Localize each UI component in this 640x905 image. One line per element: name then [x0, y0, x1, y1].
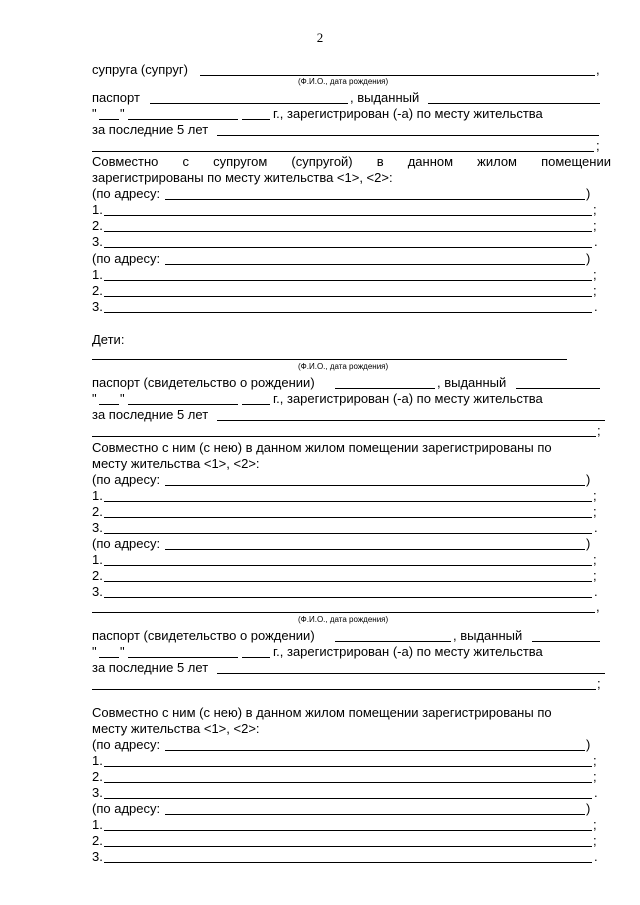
item-2-num: 2. [92, 568, 103, 583]
child2-passport-label: паспорт (свидетельство о рождении) [92, 628, 315, 643]
semicolon: ; [593, 817, 597, 832]
date-year-line[interactable] [242, 657, 270, 658]
address-line[interactable] [165, 485, 585, 486]
last5-label: за последние 5 лет [92, 122, 209, 137]
child-together-line1: Совместно с ним (с нею) в данном жилом помещении зарегистрированы по [92, 440, 552, 455]
item-2-line[interactable] [104, 296, 592, 297]
issued-line[interactable] [428, 103, 600, 104]
date-quote-open: " [92, 391, 97, 406]
child2-passport-line[interactable] [335, 641, 451, 642]
semicolon: ; [597, 423, 601, 438]
item-2-line[interactable] [104, 846, 592, 847]
date-month-line[interactable] [128, 404, 238, 405]
item-2-line[interactable] [104, 581, 592, 582]
item-3-line[interactable] [104, 862, 592, 863]
period: . [594, 785, 598, 800]
item-3-num: 3. [92, 234, 103, 249]
item-3-line[interactable] [104, 597, 592, 598]
date-month-line[interactable] [128, 119, 238, 120]
address-line[interactable] [165, 264, 585, 265]
last5-label: за последние 5 лет [92, 407, 209, 422]
issued-label: , выданный [453, 628, 523, 643]
semicolon: ; [593, 833, 597, 848]
child-together-line2: месту жительства <1>, <2>: [92, 456, 260, 471]
date-quote-open: " [92, 644, 97, 659]
registered-text: г., зарегистрирован (-а) по месту жительства [273, 106, 543, 121]
passport-line[interactable] [150, 103, 348, 104]
child1-issued-line[interactable] [516, 388, 600, 389]
child1-passport-label: паспорт (свидетельство о рождении) [92, 375, 315, 390]
period: . [594, 520, 598, 535]
address-line[interactable] [165, 814, 585, 815]
item-1-num: 1. [92, 488, 103, 503]
comma: , [596, 599, 600, 614]
address-close: ) [586, 801, 591, 816]
item-1-num: 1. [92, 817, 103, 832]
last5-line[interactable] [217, 420, 605, 421]
address-close: ) [586, 737, 591, 752]
date-year-line[interactable] [242, 119, 270, 120]
date-quote-open: " [92, 106, 97, 121]
item-2-line[interactable] [104, 517, 592, 518]
item-2-num: 2. [92, 218, 103, 233]
item-1-num: 1. [92, 267, 103, 282]
period: . [594, 234, 598, 249]
page-number: 2 [316, 30, 324, 45]
passport-label: паспорт [92, 90, 140, 105]
child-together-line2: месту жительства <1>, <2>: [92, 721, 260, 736]
date-day-line[interactable] [99, 404, 119, 405]
item-1-line[interactable] [104, 280, 592, 281]
item-3-num: 3. [92, 520, 103, 535]
semicolon: ; [593, 769, 597, 784]
date-month-line[interactable] [128, 657, 238, 658]
period: . [594, 299, 598, 314]
item-2-num: 2. [92, 504, 103, 519]
semicolon: ; [593, 753, 597, 768]
item-1-num: 1. [92, 753, 103, 768]
address-open: (по адресу: [92, 472, 161, 487]
date-quote-close: " [120, 391, 125, 406]
registered-text: г., зарегистрирован (-а) по месту жительства [273, 391, 543, 406]
name-caption: (Ф.И.О., дата рождения) [298, 615, 389, 624]
item-3-num: 3. [92, 584, 103, 599]
issued-label: , выданный [350, 90, 420, 105]
period: . [594, 584, 598, 599]
item-1-line[interactable] [104, 215, 592, 216]
last5-line-2[interactable] [92, 151, 594, 152]
address-open: (по адресу: [92, 801, 161, 816]
date-quote-close: " [120, 644, 125, 659]
item-3-num: 3. [92, 785, 103, 800]
item-2-num: 2. [92, 833, 103, 848]
period: . [594, 849, 598, 864]
spouse-together-line2: зарегистрированы по месту жительства <1>, <2>: [92, 170, 393, 185]
last5-line[interactable] [217, 673, 605, 674]
item-1-num: 1. [92, 202, 103, 217]
last5-label: за последние 5 лет [92, 660, 209, 675]
comma: , [596, 62, 600, 77]
child1-name-line[interactable] [92, 359, 567, 360]
date-quote-close: " [120, 106, 125, 121]
date-day-line[interactable] [99, 119, 119, 120]
date-day-line[interactable] [99, 657, 119, 658]
registered-text: г., зарегистрирован (-а) по месту жительства [273, 644, 543, 659]
item-3-line[interactable] [104, 533, 592, 534]
address-open: (по адресу: [92, 737, 161, 752]
semicolon: ; [593, 283, 597, 298]
last5-line-2[interactable] [92, 436, 596, 437]
address-line[interactable] [165, 549, 585, 550]
address-open: (по адресу: [92, 251, 161, 266]
item-2-line[interactable] [104, 782, 592, 783]
item-3-num: 3. [92, 299, 103, 314]
semicolon: ; [593, 218, 597, 233]
address-open: (по адресу: [92, 186, 161, 201]
name-caption: (Ф.И.О., дата рождения) [298, 362, 389, 371]
semicolon: ; [593, 504, 597, 519]
item-3-line[interactable] [104, 247, 592, 248]
child-together-line1: Совместно с ним (с нею) в данном жилом помещении зарегистрированы по [92, 705, 552, 720]
semicolon: ; [597, 676, 601, 691]
semicolon: ; [593, 488, 597, 503]
last5-line-2[interactable] [92, 689, 596, 690]
item-2-line[interactable] [104, 231, 592, 232]
item-2-num: 2. [92, 769, 103, 784]
address-line[interactable] [165, 750, 585, 751]
item-3-num: 3. [92, 849, 103, 864]
semicolon: ; [596, 138, 600, 153]
semicolon: ; [593, 552, 597, 567]
child1-passport-line[interactable] [335, 388, 435, 389]
item-2-num: 2. [92, 283, 103, 298]
address-close: ) [586, 536, 591, 551]
item-1-line[interactable] [104, 565, 592, 566]
semicolon: ; [593, 202, 597, 217]
item-1-num: 1. [92, 552, 103, 567]
date-year-line[interactable] [242, 404, 270, 405]
item-1-line[interactable] [104, 830, 592, 831]
child2-issued-line[interactable] [532, 641, 600, 642]
address-close: ) [586, 186, 591, 201]
issued-label: , выданный [437, 375, 507, 390]
address-close: ) [586, 472, 591, 487]
spouse-name-line[interactable] [200, 75, 595, 76]
item-3-line[interactable] [104, 312, 592, 313]
child2-name-line[interactable] [92, 612, 595, 613]
item-1-line[interactable] [104, 501, 592, 502]
spouse-label: супруга (супруг) [92, 62, 188, 77]
children-title: Дети: [92, 332, 125, 347]
spouse-together-line1: Совместно с супругом (супругой) в данном жилом помещении [92, 154, 611, 169]
item-3-line[interactable] [104, 798, 592, 799]
address-open: (по адресу: [92, 536, 161, 551]
last5-line[interactable] [217, 135, 599, 136]
item-1-line[interactable] [104, 766, 592, 767]
semicolon: ; [593, 568, 597, 583]
address-line[interactable] [165, 199, 585, 200]
name-caption: (Ф.И.О., дата рождения) [298, 77, 389, 86]
semicolon: ; [593, 267, 597, 282]
address-close: ) [586, 251, 591, 266]
